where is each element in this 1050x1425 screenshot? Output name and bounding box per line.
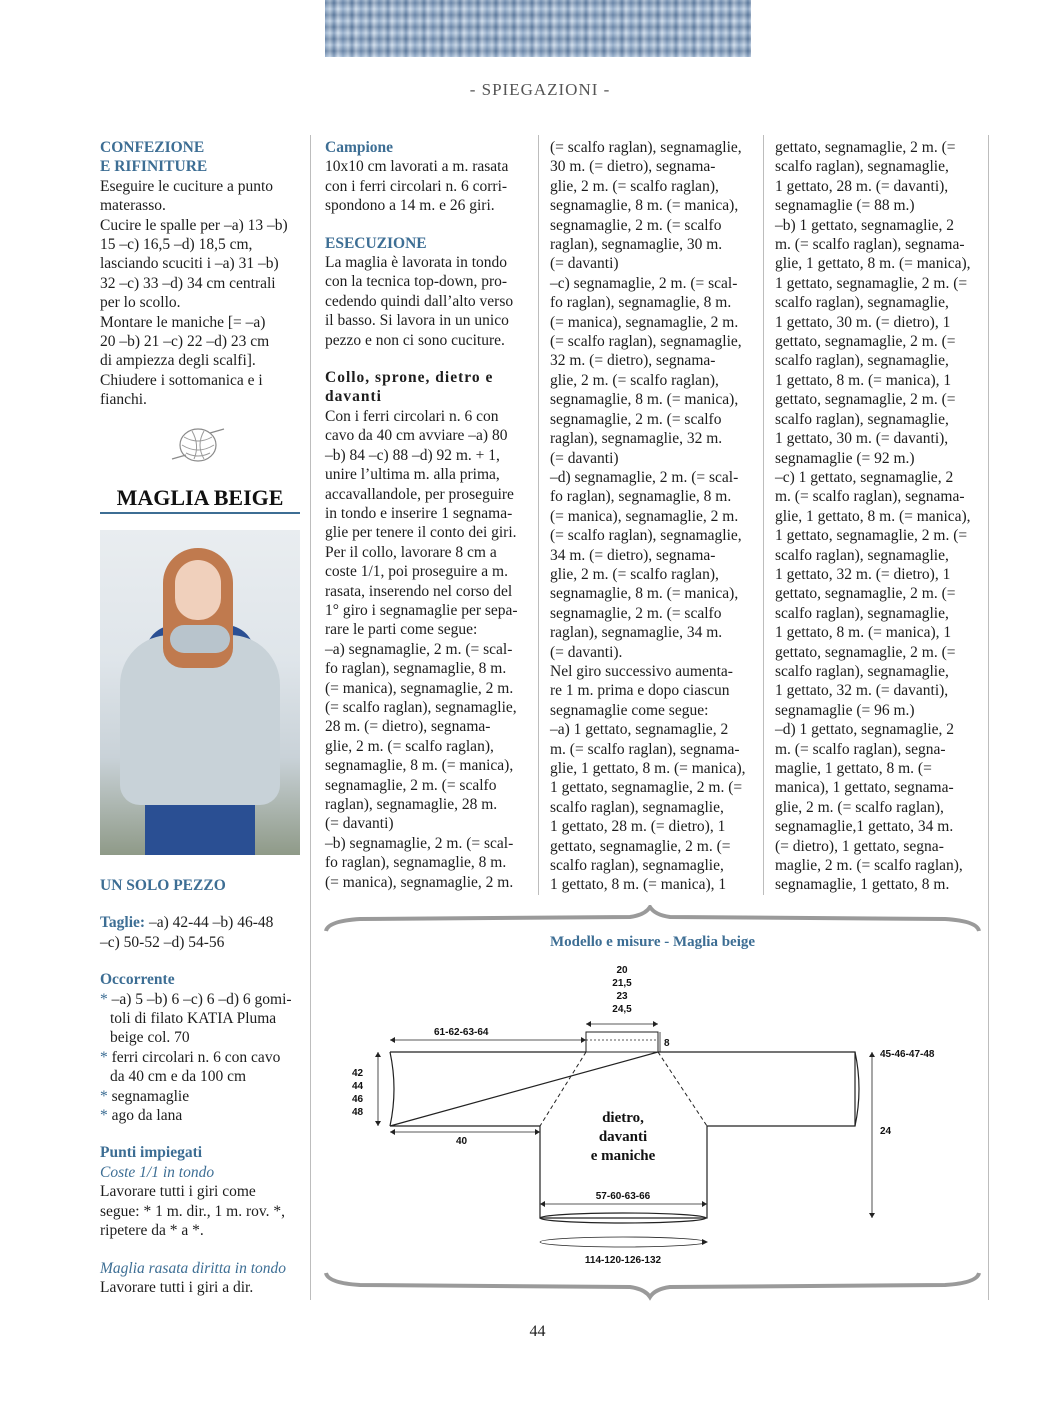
neck-size-1: 20 — [616, 965, 628, 976]
text-line: La maglia è lavorata in tondo — [325, 254, 508, 272]
text-line: raglan), segnamaglie, 32 m. — [550, 430, 723, 448]
text-line: segnamaglie, 2 m. (= scalfo — [550, 216, 722, 234]
text-line: rasata, inserendo nel corso del — [325, 582, 513, 600]
text-line: 1 gettato, 30 m. (= davanti), — [775, 430, 949, 448]
column-divider — [538, 135, 539, 895]
text-line: 28 m. (= dietro), segnama- — [325, 718, 491, 736]
text-line: segnamaglie, 8 m. (= manica), — [325, 757, 514, 775]
text-line: glie per tenere il conto dei giri. — [325, 524, 517, 542]
page-header: - SPIEGAZIONI - — [469, 80, 611, 99]
text-line: raglan), segnamaglie, 30 m. — [550, 236, 723, 254]
text-line: di ampiezza degli scalfi]. — [100, 352, 256, 370]
hem-circumference: 114-120-126-132 — [584, 1255, 662, 1266]
text-line: fianchi. — [100, 391, 147, 409]
text-line: 1 gettato, 28 m. (= dietro), 1 — [550, 818, 726, 836]
diagram-title: Modello e misure - Maglia beige — [549, 934, 756, 950]
text-line: (= scalfo raglan), segnamaglie, — [550, 527, 742, 545]
text-line: 1 gettato, segnamaglie, 2 m. (= — [775, 527, 968, 545]
text-line: (= dietro), 1 gettato, segna- — [775, 837, 944, 855]
text-line: segnamaglie, 8 m. (= manica), — [550, 197, 739, 215]
text-line: spondono a 14 m. e 26 giri. — [325, 197, 495, 215]
text-line: –c) segnamaglie, 2 m. (= scal- — [550, 274, 738, 292]
page-number: 44 — [529, 1323, 546, 1340]
text-line: (= manica), segnamaglie, 2 m. — [550, 313, 739, 331]
text-line: Cucire le spalle per –a) 13 –b) — [100, 216, 288, 234]
text-line: 32 m. (= dietro), segnama- — [550, 352, 716, 370]
text-line: materasso. — [100, 197, 166, 215]
text-line: (= davanti) — [325, 815, 394, 833]
cuff-width: 40 — [456, 1136, 468, 1147]
taglie-label: Taglie: — [100, 914, 146, 932]
text-line: scalfo raglan), segnamaglie, — [775, 662, 949, 680]
text-line: gettato, segnamaglie, 2 m. (= — [550, 837, 731, 855]
text-line: maglie, 1 gettato, 8 m. (= — [775, 760, 932, 777]
confezione-text — [100, 177, 305, 410]
sleeve-height-3: 46 — [352, 1094, 364, 1105]
text-line: cedendo quindi dall’alto verso — [325, 292, 514, 310]
text-line: gettato, segnamaglie, 2 m. (= — [775, 643, 956, 661]
text-line: segnamaglie (= 92 m.) — [775, 449, 915, 467]
text-line: glie, 1 gettato, 8 m. (= manica), — [775, 507, 971, 525]
text-line: m. (= scalfo raglan), segnama- — [775, 488, 965, 506]
text-line: segnamaglie, 2 m. (= scalfo — [325, 776, 497, 794]
neck-height: 8 — [664, 1038, 670, 1049]
body-label-1: dietro, — [602, 1110, 644, 1126]
text-line: –a) segnamaglie, 2 m. (= scal- — [325, 640, 513, 658]
column-1-bottom — [100, 876, 305, 1297]
column-1 — [100, 138, 305, 410]
column-divider — [988, 135, 989, 1300]
campione-text — [325, 157, 530, 215]
text-line: 1 gettato, 32 m. (= dietro), 1 — [775, 565, 951, 583]
text-line: (= davanti) — [550, 255, 619, 273]
neck-size-4: 24,5 — [612, 1004, 632, 1015]
text-line: lasciando scuciti i –a) 31 –b) — [100, 255, 279, 273]
text-line: fo raglan), segnamaglie, 8 m. — [550, 294, 732, 312]
esecuzione-text — [325, 253, 530, 350]
text-line: beige col. 70 — [110, 1029, 190, 1047]
text-line: toli di filato KATIA Pluma — [110, 1010, 277, 1028]
text-line: pezzo e non ci sono cuciture. — [325, 331, 505, 349]
text-line: (= scalfo raglan), segnamaglie, — [550, 333, 742, 351]
text-line: gettato, segnamaglie, 2 m. (= — [775, 585, 956, 603]
text-line: maglie, 2 m. (= scalfo raglan), — [775, 857, 963, 875]
text-line: Chiudere i sottomanica e i — [100, 371, 263, 389]
text-line: fo raglan), segnamaglie, 8 m. — [325, 854, 507, 872]
text-line: accavallandole, per proseguire — [325, 485, 514, 503]
bullet-asterisk: * — [100, 1107, 112, 1125]
sleeve-length: 61-62-63-64 — [434, 1027, 489, 1038]
knit-texture-banner — [325, 0, 751, 57]
bullet-asterisk: * — [100, 1048, 112, 1066]
text-line: il basso. Si lavora in un unico — [325, 312, 509, 330]
text-line: con i ferri circolari n. 6 corri- — [325, 177, 508, 195]
body-width: 57-60-63-66 — [595, 1191, 651, 1202]
model-photo — [100, 530, 300, 855]
garment-diagram — [340, 960, 960, 1280]
text-line: glie, 2 m. (= scalfo raglan), — [775, 798, 944, 816]
text-line: (= scalfo raglan), segnamaglie, — [325, 698, 517, 716]
text-line: con la tecnica top-down, pro- — [325, 273, 508, 291]
text-line: per lo scollo. — [100, 294, 181, 312]
text-line: gettato, segnamaglie, 2 m. (= — [775, 139, 956, 156]
text-line: 10x10 cm lavorati a m. rasata — [325, 158, 509, 176]
text-line: gettato, segnamaglie, 2 m. (= — [775, 391, 956, 409]
text-line: * ferri circolari n. 6 con cavo — [100, 1048, 281, 1066]
text-line: –d) segnamaglie, 2 m. (= scal- — [550, 468, 739, 486]
text-line: 1 gettato, 8 m. (= manica), 1 — [775, 371, 952, 389]
text-line: segnamaglie (= 96 m.) — [775, 701, 915, 719]
text-line: 34 m. (= dietro), segnama- — [550, 546, 716, 564]
text-line: gettato, segnamaglie, 2 m. (= — [775, 333, 956, 351]
bullet-asterisk: * — [100, 990, 112, 1008]
sleeve-height-1: 42 — [352, 1068, 364, 1079]
text-line: scalfo raglan), segnamaglie, — [775, 604, 949, 622]
bullet-asterisk: * — [100, 1087, 112, 1105]
text-line: –a) 1 gettato, segnamaglie, 2 — [550, 721, 729, 739]
text-line: segnamaglie (= 88 m.) — [775, 197, 915, 215]
body-label-3: e maniche — [590, 1148, 656, 1164]
section-title: MAGLIA BEIGE — [116, 485, 284, 510]
text-line: coste 1/1, poi proseguire a m. — [325, 563, 508, 581]
text-line: glie, 2 m. (= scalfo raglan), — [325, 737, 494, 755]
text-line: * ago da lana — [100, 1107, 183, 1125]
text-line: segue: * 1 m. dir., 1 m. rov. *, — [100, 1202, 285, 1220]
text-line: scalfo raglan), segnamaglie, — [550, 857, 724, 875]
text-line: glie, 2 m. (= scalfo raglan), — [550, 177, 719, 195]
text-line: 1 gettato, segnamaglie, 2 m. (= — [550, 779, 743, 797]
text-line: Eseguire le cuciture a punto — [100, 177, 274, 195]
text-line: segnamaglie,1 gettato, 34 m. — [775, 818, 954, 836]
text-line: * segnamaglie — [100, 1087, 190, 1105]
occorrente-list — [100, 990, 305, 1126]
column-2 — [325, 138, 530, 892]
text-line: –b) 84 –c) 88 –d) 92 m. + 1, — [325, 446, 500, 464]
taglie-line2: –c) 50-52 –d) 54-56 — [100, 933, 225, 951]
confezione-title-2: E RIFINITURE — [100, 158, 208, 176]
collo-title: Collo, sprone, dietro e — [325, 369, 494, 387]
text-line: raglan), segnamaglie, 34 m. — [550, 624, 723, 642]
yarn-ball-icon — [170, 425, 226, 465]
text-line: ripetere da * a *. — [100, 1222, 204, 1240]
text-line: segnamaglie, 2 m. (= scalfo — [550, 604, 722, 622]
text-line: 1 gettato, segnamaglie, 2 m. (= — [775, 274, 968, 292]
text-line: m. (= scalfo raglan), segnama- — [550, 740, 740, 758]
text-line: scalfo raglan), segnamaglie, — [775, 158, 949, 176]
total-height: 45-46-47-48 — [880, 1049, 935, 1060]
text-line: (= scalfo raglan), segnamaglie, — [550, 139, 742, 156]
text-line: Per il collo, lavorare 8 cm a — [325, 543, 497, 561]
text-line: (= davanti) — [550, 449, 619, 467]
title-underline — [100, 512, 300, 514]
text-line: rare le parti come segue: — [325, 621, 478, 639]
column-3 — [550, 138, 756, 895]
text-line: –c) 1 gettato, segnamaglie, 2 — [775, 468, 954, 486]
occorrente-title: Occorrente — [100, 971, 175, 989]
esecuzione-title: ESECUZIONE — [325, 234, 427, 252]
coste-text — [100, 1182, 305, 1240]
collo-title-2: davanti — [325, 388, 382, 406]
text-line: Montare le maniche [= –a) — [100, 313, 266, 331]
text-line: glie, 1 gettato, 8 m. (= manica), — [775, 255, 971, 273]
text-line: Lavorare tutti i giri come — [100, 1183, 256, 1201]
text-line: manica), 1 gettato, segnama- — [775, 779, 954, 797]
text-line: glie, 2 m. (= scalfo raglan), — [550, 565, 719, 583]
text-line: raglan), segnamaglie, 28 m. — [325, 796, 498, 813]
campione-title: Campione — [325, 139, 394, 156]
text-line: scalfo raglan), segnamaglie, — [550, 798, 724, 816]
text-line: segnamaglie come segue: — [550, 701, 709, 719]
text-line: in tondo e inserire 1 segnama- — [325, 504, 513, 522]
text-line: 1 gettato, 30 m. (= dietro), 1 — [775, 313, 951, 331]
text-line: –b) segnamaglie, 2 m. (= scal- — [325, 834, 514, 852]
column-divider — [310, 135, 311, 1300]
text-line: scalfo raglan), segnamaglie, — [775, 546, 949, 564]
text-line: re 1 m. prima e dopo ciascun — [550, 682, 730, 700]
text-line: glie, 2 m. (= scalfo raglan), — [550, 371, 719, 389]
text-line: * –a) 5 –b) 6 –c) 6 –d) 6 gomi- — [100, 990, 292, 1008]
column-4 — [775, 138, 981, 895]
text-line: 30 m. (= dietro), segnama- — [550, 158, 716, 176]
un-solo-pezzo-title: UN SOLO PEZZO — [100, 877, 226, 894]
rasata-text: Lavorare tutti i giri a dir. — [100, 1278, 254, 1296]
text-line: Nel giro successivo aumenta- — [550, 662, 733, 680]
taglie-line1: –a) 42-44 –b) 46-48 — [145, 914, 274, 932]
neck-size-2: 21,5 — [612, 978, 632, 989]
text-line: 1 gettato, 8 m. (= manica), 1 — [550, 876, 727, 894]
confezione-title: CONFEZIONE — [100, 139, 205, 156]
text-line: segnamaglie, 8 m. (= manica), — [550, 585, 739, 603]
text-line: glie, 1 gettato, 8 m. (= manica), — [550, 760, 746, 777]
text-line: 1° giro i segnamaglie per sepa- — [325, 601, 518, 619]
text-line: scalfo raglan), segnamaglie, — [775, 410, 949, 428]
column-divider — [763, 135, 764, 895]
text-line: fo raglan), segnamaglie, 8 m. — [550, 488, 732, 506]
text-line: (= manica), segnamaglie, 2 m. — [325, 679, 514, 697]
text-line: 20 –b) 21 –c) 22 –d) 23 cm — [100, 333, 270, 351]
body-label-2: davanti — [598, 1129, 648, 1145]
text-line: (= manica), segnamaglie, 2 m. — [550, 507, 739, 525]
punti-title: Punti impiegati — [100, 1144, 203, 1162]
collo-text — [325, 407, 530, 892]
text-line: 1 gettato, 32 m. (= davanti), — [775, 682, 949, 700]
text-line: 32 –c) 33 –d) 34 cm centrali — [100, 274, 276, 292]
text-line: 1 gettato, 8 m. (= manica), 1 — [775, 624, 952, 642]
text-line: –d) 1 gettato, segnamaglie, 2 — [775, 721, 955, 739]
text-line: scalfo raglan), segnamaglie, — [775, 352, 949, 370]
text-line: scalfo raglan), segnamaglie, — [775, 294, 949, 312]
text-line: m. (= scalfo raglan), segna- — [775, 740, 946, 758]
text-line: (= davanti). — [550, 643, 623, 661]
text-line: 1 gettato, 28 m. (= davanti), — [775, 177, 949, 195]
text-line: m. (= scalfo raglan), segnama- — [775, 236, 965, 254]
text-line: Con i ferri circolari n. 6 con — [325, 407, 499, 425]
text-line: segnamaglie, 2 m. (= scalfo — [550, 410, 722, 428]
text-line: 15 –c) 16,5 –d) 18,5 cm, — [100, 236, 253, 254]
text-line: segnamaglie, 8 m. (= manica), — [550, 391, 739, 409]
text-line: cavo da 40 cm avviare –a) 80 — [325, 427, 508, 445]
sleeve-height-2: 44 — [352, 1081, 364, 1092]
column-3-text — [550, 138, 756, 895]
neck-size-3: 23 — [616, 991, 628, 1002]
text-line: da 40 cm e da 100 cm — [110, 1068, 247, 1086]
text-line: unire l’ultima m. alla prima, — [325, 466, 500, 484]
coste-title: Coste 1/1 in tondo — [100, 1163, 215, 1181]
text-line: fo raglan), segnamaglie, 8 m. — [325, 660, 507, 678]
text-line: –b) 1 gettato, segnamaglie, 2 — [775, 216, 955, 234]
text-line: (= manica), segnamaglie, 2 m. — [325, 873, 514, 891]
rasata-title: Maglia rasata diritta in tondo — [100, 1259, 287, 1277]
column-4-text — [775, 138, 981, 895]
text-line: segnamaglie, 1 gettato, 8 m. — [775, 876, 950, 894]
body-height: 24 — [880, 1126, 892, 1137]
sleeve-height-4: 48 — [352, 1107, 364, 1118]
